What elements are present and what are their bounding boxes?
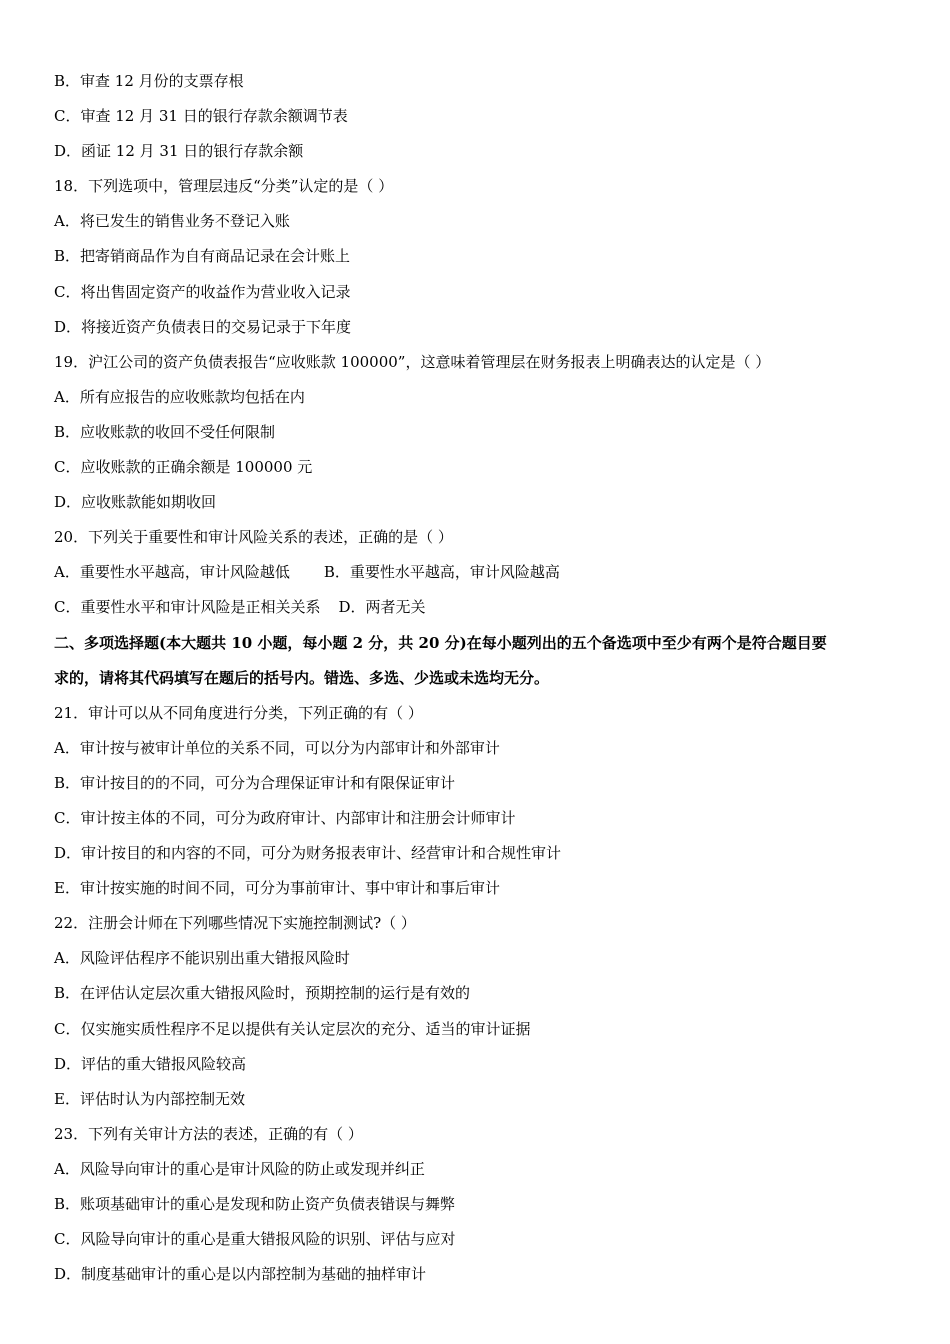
q18-option-d: D．将接近资产负债表日的交易记录于下年度 — [54, 317, 352, 336]
q21-option-a: A．审计按与被审计单位的关系不同，可以分为内部审计和外部审计 — [54, 738, 500, 757]
q19-option-b: B．应收账款的收回不受任何限制 — [54, 422, 276, 441]
q20-option-a: A．重要性水平越高，审计风险越低 — [54, 563, 290, 582]
q22-option-b: B．在评估认定层次重大错报风险时，预期控制的运行是有效的 — [54, 984, 471, 1003]
q23-option-a: A．风险导向审计的重心是审计风险的防止或发现并纠正 — [54, 1159, 425, 1178]
q23-option-b: B．账项基础审计的重心是发现和防止资产负债表错误与舞弊 — [54, 1195, 456, 1213]
q18-option-c: C．将出售固定资产的收益作为营业收入记录 — [54, 282, 351, 301]
q22-option-c: C．仅实施实质性程序不足以提供有关认定层次的充分、适当的审计证据 — [54, 1019, 531, 1038]
q20-options-cd — [54, 590, 914, 625]
q18-option-b: B．把寄销商品作为自有商品记录在会计账上 — [54, 247, 351, 266]
q22-option-e: E．评估时认为内部控制无效 — [54, 1089, 245, 1108]
q21-option-b: B．审计按目的的不同，可分为合理保证审计和有限保证审计 — [54, 773, 456, 792]
q18-stem: 18．下列选项中，管理层违反“分类”认定的是（ ） — [54, 177, 394, 196]
q22-option-a: A．风险评估程序不能识别出重大错报风险时 — [54, 949, 350, 968]
q23-stem: 23．下列有关审计方法的表述，正确的有（ ） — [54, 1124, 363, 1143]
q18-option-a: A．将已发生的销售业务不登记入账 — [54, 212, 290, 231]
q20-stem: 20．下列关于重要性和审计风险关系的表述，正确的是（ ） — [54, 528, 453, 547]
q23-option-d: D．制度基础审计的重心是以内部控制为基础的抽样审计 — [54, 1265, 427, 1284]
document-page — [54, 64, 914, 1292]
q22-stem: 22．注册会计师在下列哪些情况下实施控制测试?（ ） — [54, 914, 416, 933]
q17-option-d: D．函证 12 月 31 日的银行存款余额 — [54, 142, 304, 161]
q19-option-d: D．应收账款能如期收回 — [54, 493, 217, 512]
q22-option-d: D．评估的重大错报风险较高 — [54, 1054, 247, 1073]
q21-option-e: E．审计按实施的时间不同，可分为事前审计、事中审计和事后审计 — [54, 879, 500, 898]
q23-option-c: C．风险导向审计的重心是重大错报风险的识别、评估与应对 — [54, 1230, 456, 1249]
q19-stem: 19．沪江公司的资产负债表报告“应收账款 100000”，这意味着管理层在财务报表上明确表达的认定是（ ） — [54, 352, 771, 371]
q20-option-c: C．重要性水平和审计风险是正相关关系 — [54, 598, 321, 617]
q21-option-d: D．审计按目的和内容的不同，可分为财务报表审计、经营审计和合规性审计 — [54, 844, 562, 863]
q20-option-d: D．两者无关 — [338, 598, 426, 617]
q21-option-c: C．审计按主体的不同，可分为政府审计、内部审计和注册会计师审计 — [54, 808, 516, 827]
q17-option-b: B．审查 12 月份的支票存根 — [54, 72, 244, 90]
q19-option-c: C．应收账款的正确余额是 100000 元 — [54, 458, 313, 477]
section2-heading-line1: 二、多项选择题(本大题共 10 小题，每小题 2 分，共 20 分)在每小题列出的五个备选项中至少有两个是符合题目要 — [54, 633, 827, 652]
section2-heading-line2: 求的，请将其代码填写在题后的括号内。错选、多选、少选或未选均无分。 — [54, 668, 550, 687]
q20-option-b: B．重要性水平越高，审计风险越高 — [323, 563, 560, 582]
q17-option-c: C．审查 12 月 31 日的银行存款余额调节表 — [54, 107, 348, 126]
q20-options-ab — [54, 555, 914, 590]
q21-stem: 21．审计可以从不同角度进行分类，下列正确的有（ ） — [54, 703, 423, 722]
q19-option-a: A．所有应报告的应收账款均包括在内 — [54, 387, 305, 406]
